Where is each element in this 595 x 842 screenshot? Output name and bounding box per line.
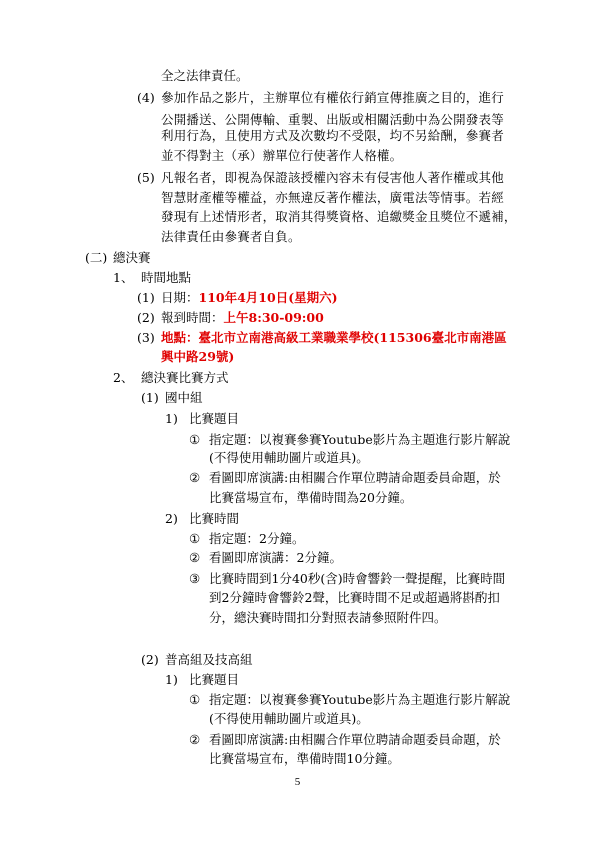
topic-item-line: (不得使用輔助圖片或道具)。 — [209, 450, 369, 465]
place-line: 地點：臺北市立南港高級工業職業學校(115306臺北市南港區 — [161, 330, 507, 345]
time-item-line: 比賽時間到1分40秒(含)時會響鈴一聲提醒，比賽時間 — [209, 571, 506, 586]
date-value: 110年4月10日(星期六) — [198, 290, 338, 305]
topic-title: 比賽題目 — [189, 411, 240, 426]
subsection-number: 2、 — [113, 370, 134, 385]
checkin-row — [161, 310, 324, 326]
item4-line: 參加作品之影片，主辦單位有權依行銷宣傳推廣之目的，進行 — [161, 90, 504, 105]
item5-line: 法律責任由參賽者自負。 — [161, 229, 301, 244]
time-item-line: 看圖即席演講：2分鐘。 — [209, 550, 342, 565]
list-marker: ② — [189, 470, 201, 485]
group-number: (2) — [141, 652, 159, 667]
time-item-line: 到2分鐘時會響鈴2聲，比賽時間不足或超過將斟酌扣 — [209, 590, 500, 605]
item5-line: 智慧財產權等權益，亦無違反著作權法，廣電法等情事。若經 — [161, 190, 504, 205]
item5-number: (5) — [137, 170, 155, 185]
topic-number: 1) — [165, 672, 178, 687]
topic-item-line: 看圖即席演講:由相關合作單位聘請命題委員命題，於 — [209, 470, 501, 485]
topic-item-line: 比賽當場宣布，準備時間為20分鐘。 — [209, 490, 413, 505]
subsection-number: 1、 — [113, 270, 134, 285]
time-item-line: 指定題：2分鐘。 — [209, 531, 305, 546]
checkin-label: 報到時間： — [161, 310, 224, 325]
list-marker: ③ — [189, 571, 201, 586]
list-marker: ② — [189, 732, 201, 747]
topic-item-line: 指定題：以複賽參賽Youtube影片為主題進行影片解說 — [209, 432, 511, 447]
topic-item-line: (不得使用輔助圖片或道具)。 — [209, 711, 369, 726]
item5-line: 發現有上述情形者，取消其得獎資格、追繳獎金且獎位不遞補， — [161, 209, 517, 224]
time-number: 2) — [165, 511, 178, 526]
topic-item-line: 指定題：以複賽參賽Youtube影片為主題進行影片解說 — [209, 692, 511, 707]
checkin-value: 上午8:30-09:00 — [223, 310, 324, 325]
section-number: (二) — [85, 250, 108, 265]
item3-continuation: 全之法律責任。 — [161, 68, 249, 83]
group-title: 國中組 — [165, 390, 203, 405]
topic-title: 比賽題目 — [189, 672, 240, 687]
group-title: 普高組及技高組 — [165, 652, 253, 667]
list-marker: ② — [189, 550, 201, 565]
item4-line: 並不得對主（承）辦單位行使著作人格權。 — [161, 148, 403, 163]
topic-number: 1) — [165, 411, 178, 426]
topic-item-line: 比賽當場宣布，準備時間10分鐘。 — [209, 751, 400, 766]
topic-item-line: 看圖即席演講:由相關合作單位聘請命題委員命題，於 — [209, 732, 501, 747]
page-number: 5 — [294, 776, 301, 788]
section-title: 總決賽 — [113, 250, 151, 265]
date-label: 日期： — [161, 290, 199, 305]
item4-line: 利用行為，且使用方式及次數均不受限，均不另給酬，參賽者 — [161, 128, 504, 143]
group-number: (1) — [141, 390, 159, 405]
item4-number: (4) — [137, 90, 155, 105]
time-title: 比賽時間 — [189, 511, 240, 526]
subsection-title: 時間地點 — [141, 270, 192, 285]
checkin-number: (2) — [137, 310, 155, 325]
item4-line: 公開播送、公開傳輸、重製、出版或相關活動中為公開發表等 — [161, 112, 504, 127]
date-number: (1) — [137, 290, 155, 305]
list-marker: ① — [189, 692, 201, 707]
list-marker: ① — [189, 531, 201, 546]
list-marker: ① — [189, 432, 201, 447]
place-number: (3) — [137, 330, 155, 345]
time-item-line: 分，總決賽時間扣分對照表請參照附件四。 — [209, 610, 447, 625]
subsection-title: 總決賽比賽方式 — [141, 370, 229, 385]
place-line: 興中路29號) — [161, 349, 235, 364]
item5-line: 凡報名者，即視為保證該授權內容未有侵害他人著作權或其他 — [161, 170, 504, 185]
date-row — [161, 290, 338, 306]
